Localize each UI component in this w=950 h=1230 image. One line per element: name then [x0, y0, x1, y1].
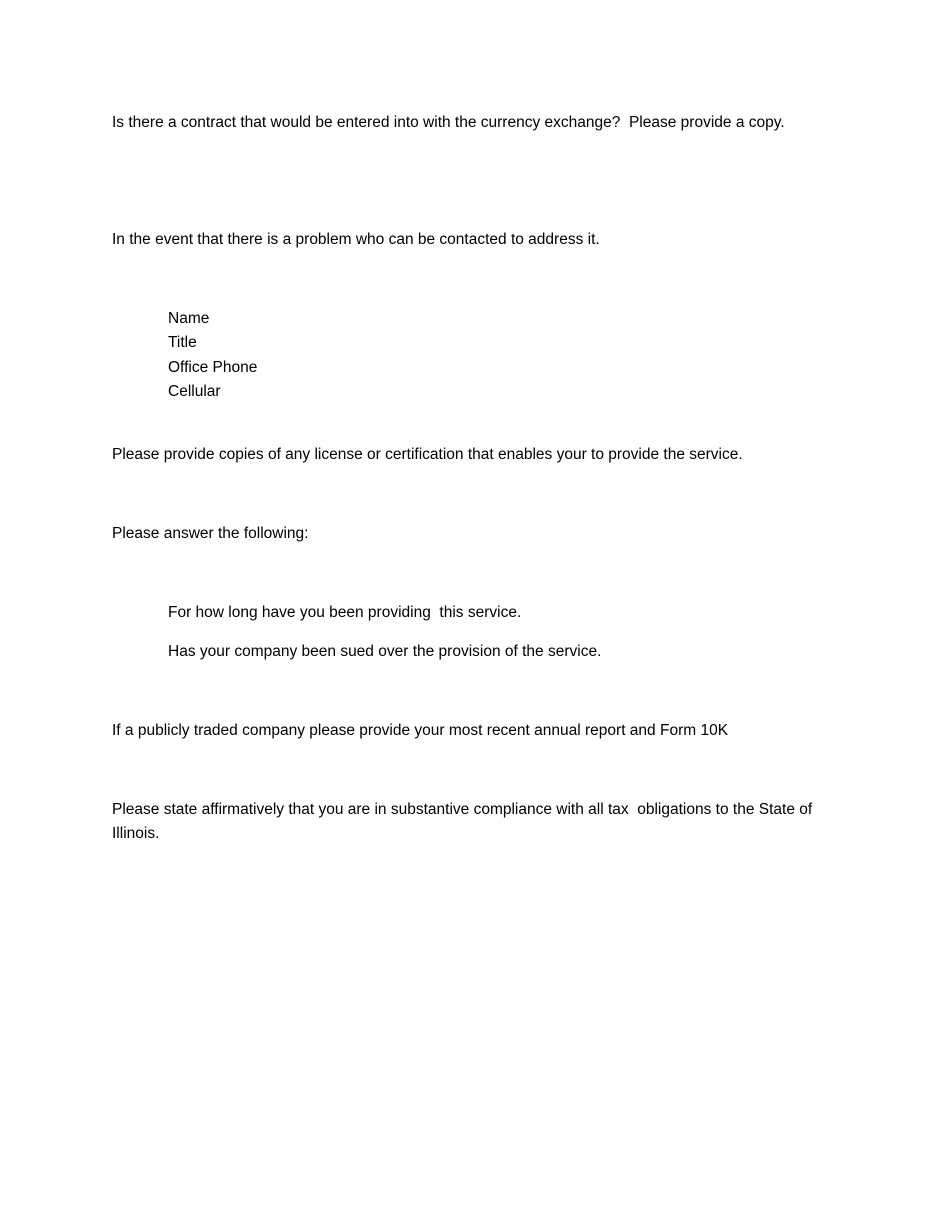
contact-field-office-phone: Office Phone: [168, 359, 258, 376]
problem-contact-question: In the event that there is a problem who can be contacted to address it.: [112, 231, 600, 248]
tax-compliance-question: Please state affirmatively that you are in substantive compliance with all tax obligations to the State of Illinois.: [112, 801, 817, 842]
contact-field-name: Name: [168, 310, 210, 327]
sub-question-lawsuit: Has your company been sued over the provision of the service.: [168, 643, 602, 660]
answer-following-heading: Please answer the following:: [112, 525, 309, 542]
annual-report-question: If a publicly traded company please provide your most recent annual report and Form 10K: [112, 722, 729, 739]
license-question: Please provide copies of any license or certification that enables your to provide the service.: [112, 446, 743, 463]
contact-field-title: Title: [168, 334, 197, 351]
contact-field-cellular: Cellular: [168, 383, 221, 400]
sub-question-duration: For how long have you been providing this service.: [168, 604, 522, 621]
contract-question: Is there a contract that would be entered into with the currency exchange? Please provide a copy.: [112, 114, 785, 131]
